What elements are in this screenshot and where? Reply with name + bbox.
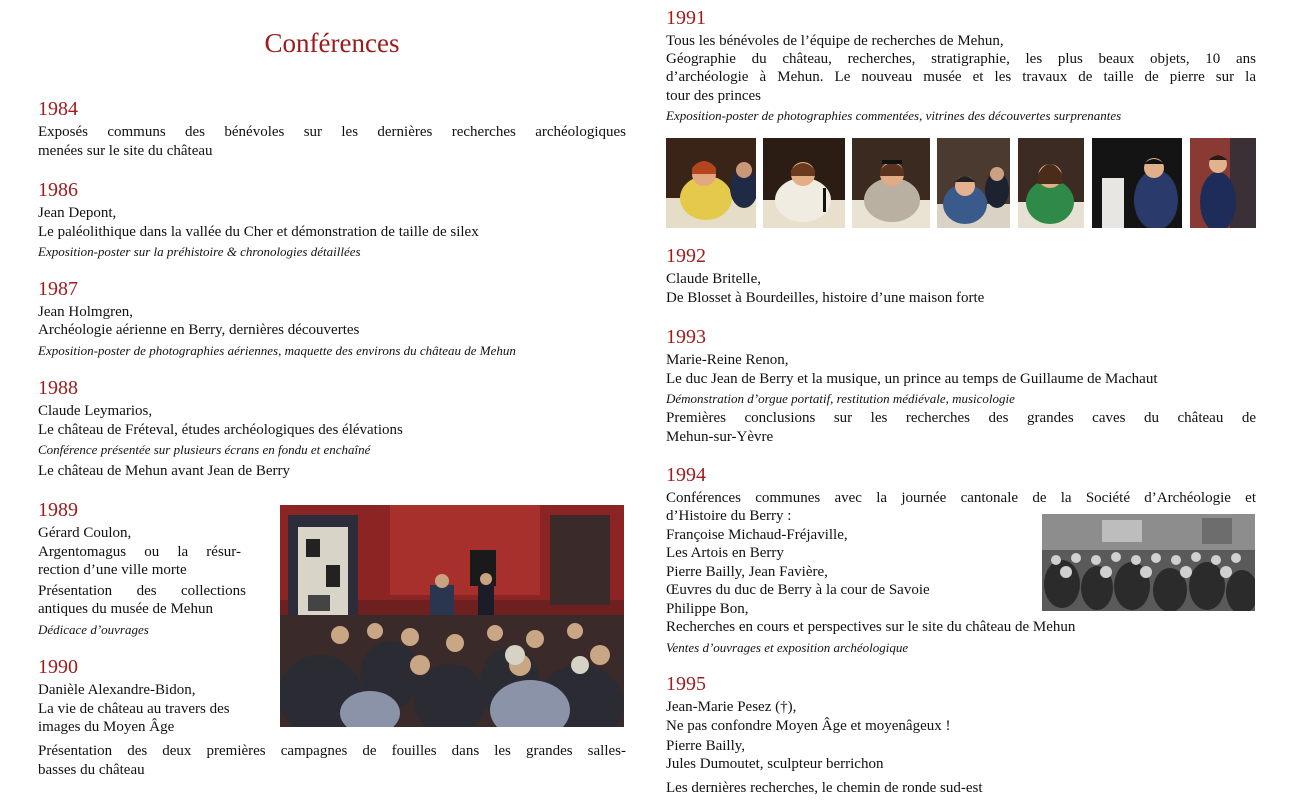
entry-1986-note: Exposition-poster sur la préhistoire & chronologies détaillées [38, 244, 361, 259]
year-1995: 1995 [666, 673, 706, 695]
speaker-photo-1 [666, 138, 756, 228]
entry-1991-line1: Tous les bénévoles de l’équipe de recherches de Mehun, [666, 33, 1004, 49]
year-1993: 1993 [666, 326, 706, 348]
speaker-photo-6 [1092, 138, 1182, 228]
entry-1991-line2: Géographie du château, recherches, stratigraphie, les plus beaux objets, 10 ans [666, 51, 1256, 67]
entry-1990-talk2-line2: basses du château [38, 762, 145, 778]
entry-1995-line1: Jean-Marie Pesez (†), [666, 699, 797, 715]
entry-1994-line2: d’Histoire du Berry : [666, 508, 792, 524]
speaker-photo-3 [852, 138, 930, 228]
speaker-photo-7 [1190, 138, 1256, 228]
entry-1990-talk-line1: La vie de château au travers des [38, 701, 230, 717]
speaker-photo-2 [763, 138, 845, 228]
entry-1993-note: Démonstration d’orgue portatif, restitution médiévale, musicologie [666, 391, 1015, 406]
entry-1994-line5: Pierre Bailly, Jean Favière, [666, 564, 828, 580]
entry-1990-speaker: Danièle Alexandre-Bidon, [38, 682, 196, 698]
entry-1994-note: Ventes d’ouvrages et exposition archéologique [666, 640, 909, 655]
year-1988: 1988 [38, 377, 78, 399]
entry-1987-speaker: Jean Holmgren, [38, 304, 133, 320]
entry-1991-note: Exposition-poster de photographies commentées, vitrines des découvertes surprenantes [666, 108, 1122, 123]
entry-1988-talk2: Le château de Mehun avant Jean de Berry [38, 463, 290, 479]
entry-1989-speaker: Gérard Coulon, [38, 525, 132, 541]
entry-1989-talk-line1: Argentomagus ou la résur- [38, 544, 241, 560]
entry-1991-line3: d’archéologie à Mehun. Le nouveau musée et les travaux de taille de pierre sur la [666, 69, 1256, 85]
speaker-photo-5 [1018, 138, 1084, 228]
entry-1989-note: Dédicace d’ouvrages [38, 622, 149, 637]
entry-1993-talk2-line1: Premières conclusions sur les recherches des grandes caves du château de [666, 410, 1256, 426]
entry-1994-line3: Françoise Michaud-Fréjaville, [666, 527, 848, 543]
entry-1989-talk-line2: rection d’une ville morte [38, 562, 187, 578]
entry-1994-line8: Recherches en cours et perspectives sur le site du château de Mehun [666, 619, 1076, 635]
entry-1995-line5: Les dernières recherches, le chemin de ronde sud-est [666, 780, 983, 796]
page-title: Conférences [264, 28, 400, 58]
entry-1995-line2: Ne pas confondre Moyen Âge et moyenâgeux ! [666, 718, 951, 734]
year-1984: 1984 [38, 98, 78, 120]
entry-1984-line2: menées sur le site du château [38, 143, 213, 159]
year-1989: 1989 [38, 499, 78, 521]
entry-1984-line1: Exposés communs des bénévoles sur les dernières recherches archéologiques [38, 124, 626, 140]
entry-1990-talk-line2: images du Moyen Âge [38, 719, 175, 735]
entry-1986-talk: Le paléolithique dans la vallée du Cher et démonstration de taille de silex [38, 224, 479, 240]
year-1992: 1992 [666, 245, 706, 267]
entry-1993-talk: Le duc Jean de Berry et la musique, un prince au temps de Guillaume de Machaut [666, 371, 1158, 387]
year-1994: 1994 [666, 464, 706, 486]
year-1990: 1990 [38, 656, 78, 678]
entry-1986-speaker: Jean Depont, [38, 205, 117, 221]
entry-1994-line4: Les Artois en Berry [666, 545, 784, 561]
hall-audience-photo [1042, 514, 1255, 611]
entry-1994-line1: Conférences communes avec la journée cantonale de la Société d’Archéologie et [666, 490, 1256, 506]
entry-1989-talk2-line2: antiques du musée de Mehun [38, 601, 213, 617]
year-1986: 1986 [38, 179, 78, 201]
entry-1993-talk2-line2: Mehun-sur-Yèvre [666, 429, 774, 445]
entry-1994-line7: Philippe Bon, [666, 601, 749, 617]
entry-1993-speaker: Marie-Reine Renon, [666, 352, 789, 368]
entry-1987-talk: Archéologie aérienne en Berry, dernières découvertes [38, 322, 360, 338]
entry-1991-line4: tour des princes [666, 88, 761, 104]
speaker-photo-4 [937, 138, 1010, 228]
entry-1990-talk2-line1: Présentation des deux premières campagnes de fouilles dans les grandes salles- [38, 743, 626, 759]
entry-1992-speaker: Claude Britelle, [666, 271, 761, 287]
entry-1995-line3: Pierre Bailly, [666, 738, 746, 754]
entry-1988-note: Conférence présentée sur plusieurs écrans en fondu et enchaîné [38, 442, 371, 457]
entry-1988-talk: Le château de Fréteval, études archéologiques des élévations [38, 422, 403, 438]
entry-1989-talk2-line1: Présentation des collections [38, 583, 246, 599]
entry-1988-speaker: Claude Leymarios, [38, 403, 153, 419]
year-1991: 1991 [666, 7, 706, 29]
entry-1992-talk: De Blosset à Bourdeilles, histoire d’une maison forte [666, 290, 985, 306]
entry-1995-line4: Jules Dumoutet, sculpteur berrichon [666, 756, 884, 772]
conference-audience-photo [280, 505, 624, 727]
entry-1987-note: Exposition-poster de photographies aériennes, maquette des environs du château de Mehun [38, 343, 516, 358]
year-1987: 1987 [38, 278, 78, 300]
entry-1994-line6: Œuvres du duc de Berry à la cour de Savoie [666, 582, 930, 598]
